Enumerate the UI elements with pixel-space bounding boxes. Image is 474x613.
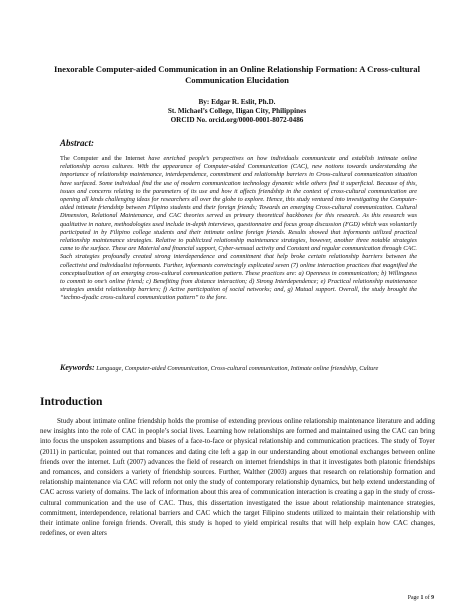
author-name: By: Edgar R. Eslit, Ph.D. bbox=[198, 98, 276, 106]
keywords-text: Language, Computer-aided Communication, Cross-cultural communication, Intimate online friendship, Culture bbox=[96, 365, 379, 372]
abstract-body bbox=[60, 155, 417, 303]
introduction-heading: Introduction bbox=[40, 396, 103, 408]
page-footer bbox=[408, 595, 434, 601]
abstract-text: have enriched people’s perspectives on how individuals communicate and establish intimate online relationship across cultures. With the appearance of Computer-aided Communication (CAC), new notions towards understanding the importance of relationship maintenance, interdependence, commitment and relationship barriers in Cross-cultural communication situation have surfaced. Some individual find the use of modern communication technology dynamic while others find it superficial. Because of this, issues and concerns relating to the parameters of its use and how it affects friendship in the context of cross-cultural communication are opening all kinds challenging ideas for researchers all over the globe to explore. Hence, this study ventured into investigating the Computer-aided intimate friendship between Filipino students and their foreign friends; Towards an emerging Cross-cultural communication. Cultural Dimension, Relational Maintenance, and CAC theories served as primary theoretical backbones for this research. As this research was qualitative in nature, methodologies used include in-depth interviews, questionnaire and focus group discussion (FGD) which was voluntarily participated in by Filipino college students and their intimate online foreign friends. Results showed that informants utilized practical relationship maintenance strategies. Relative to publicized relationship maintenance strategies, however, another three notable strategies came to the surface. These are Material and financial support, Cyber-sensual activity and Constant and regular communication through CAC. Such strategies profoundly created strong interdependence and commitment that help broke certain relationship barriers between the collectivist and individualist informants. Further, informants convincingly explicated seven (7) online interaction practices that magnified the conceptualization of an emerging cross-cultural communication pattern. These practices are: a) Openness in communication; b) Willingness to commit to one’s online friend; c) Benefiting from distance interaction; d) Strong Interdependence; e) Practical relationship maintenance strategies amidst relationship barriers; f) Active participation of social networks; and, g) Mutual support. Overall, the study brought the “techno-dyadic cross-cultural communication pattern” to the fore. bbox=[60, 155, 417, 302]
footer-page-number: 1 bbox=[420, 595, 424, 601]
footer-total-pages: 9 bbox=[431, 595, 434, 601]
introduction-body bbox=[40, 416, 435, 538]
footer-of-word: of bbox=[423, 595, 432, 601]
keywords-label: Keywords: bbox=[60, 363, 95, 372]
paper-title: Inexorable Computer-aided Communication in an Online Relationship Formation: A Cross-cultural Communication Elucidation bbox=[54, 64, 420, 85]
abstract-heading: Abstract: bbox=[60, 138, 95, 148]
keywords bbox=[60, 364, 417, 373]
author-affiliation: St. Michael’s College, Iligan City, Philippines bbox=[167, 107, 307, 115]
author-orcid: ORCID No. orcid.org/0000-0001-8072-0486 bbox=[170, 116, 304, 124]
introduction-paragraph: Study about intimate online friendship holds the promise of extending previous online relationship maintenance literature and adding new insights into the role of CAC in people’s social lives. Learning how relationships are formed and maintained using the CAC can bring into focus the unspoken assumptions and biases of a face-to-face or physical relationship and communication practices. The study of Toyer (2011) in particular, pointed out that romances and dating cite left a gap in our understanding about emotional exchanges between online friends over the internet. Luft (2007) advances the field of research on internet friendships in that it investigates both platonic friendships and romances, and considers a variety of friendship sources. Further, Walther (2003) argues that research on relationship formation and relationship maintenance via CAC will reform not only the study of contemporary relationship dynamics, but help extend understanding of CAC across variety of domains. The lack of information about this area of communication interaction is creating a gap in the study of cross-cultural communication and the use of CAC. Thus, this dissertation investigated the issue about relationship maintenance strategies, commitment, interdependence, relational barriers and CAC which the target Filipino students utilized to maintain their relationship with their intimate online foreign friends. Overall, this study is hoped to yield empirical results that will help explain how CAC changes, redefines, or even alters bbox=[40, 417, 435, 538]
author-block bbox=[40, 98, 434, 125]
footer-page-word: Page bbox=[407, 595, 421, 601]
abstract-lead: The Computer and the Internet bbox=[60, 155, 149, 162]
